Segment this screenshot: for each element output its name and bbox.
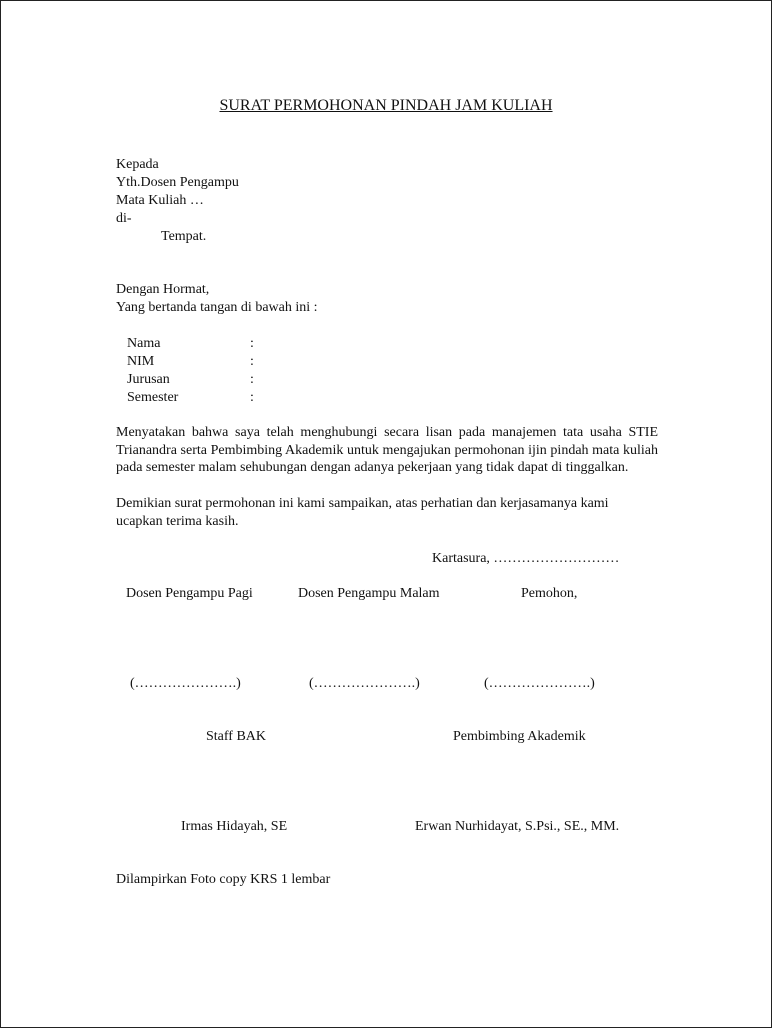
greeting: Dengan Hormat, bbox=[116, 282, 210, 297]
letter-title: SURAT PERMOHONAN PINDAH JAM KULIAH bbox=[219, 97, 553, 114]
signature-blank-pemohon: (………………….) bbox=[484, 676, 595, 691]
signatory-role-pembimbing: Pembimbing Akademik bbox=[453, 729, 586, 744]
intro-line: Yang bertanda tangan di bawah ini : bbox=[116, 300, 318, 315]
signature-blank-pagi: (………………….) bbox=[130, 676, 241, 691]
signatory-name-pembimbing: Erwan Nurhidayat, S.Psi., SE., MM. bbox=[415, 819, 620, 834]
signatory-role-malam: Dosen Pengampu Malam bbox=[298, 586, 440, 601]
signatory-name-staff-bak: Irmas Hidayah, SE bbox=[181, 819, 288, 834]
body-paragraph: Menyatakan bahwa saya telah menghubungi secara lisan pada manajemen tata usaha STIE Trianandra serta Pembimbing Akademik untuk mengajukan permohonan ijin pindah mata kuliah pada semester malam sehubungan dengan adanya pekerjaan yang tidak dapat di tinggalkan. bbox=[116, 425, 658, 475]
field-label-jurusan: Jurusan bbox=[127, 372, 170, 387]
field-colon: : bbox=[250, 390, 254, 405]
signatory-role-staff-bak: Staff BAK bbox=[206, 729, 267, 744]
field-label-semester: Semester bbox=[127, 390, 179, 405]
field-colon: : bbox=[250, 354, 254, 369]
place-date: Kartasura, ……………………… bbox=[432, 551, 620, 566]
addressee-to: Kepada bbox=[116, 157, 159, 172]
addressee-course: Mata Kuliah … bbox=[116, 193, 204, 208]
signatory-role-pagi: Dosen Pengampu Pagi bbox=[126, 586, 253, 601]
field-label-nim: NIM bbox=[127, 354, 155, 369]
addressee-recipient: Yth.Dosen Pengampu bbox=[116, 175, 239, 190]
field-colon: : bbox=[250, 372, 254, 387]
addressee-place: Tempat. bbox=[161, 229, 207, 244]
signature-blank-malam: (………………….) bbox=[309, 676, 420, 691]
addressee-at: di- bbox=[116, 211, 132, 226]
field-colon: : bbox=[250, 336, 254, 351]
field-label-nama: Nama bbox=[127, 336, 161, 351]
closing-paragraph: Demikian surat permohonan ini kami sampaikan, atas perhatian dan kerjasamanya kami ucapkan terima kasih. bbox=[116, 496, 609, 529]
attachment-note: Dilampirkan Foto copy KRS 1 lembar bbox=[116, 872, 331, 887]
signatory-role-pemohon: Pemohon, bbox=[521, 586, 578, 601]
